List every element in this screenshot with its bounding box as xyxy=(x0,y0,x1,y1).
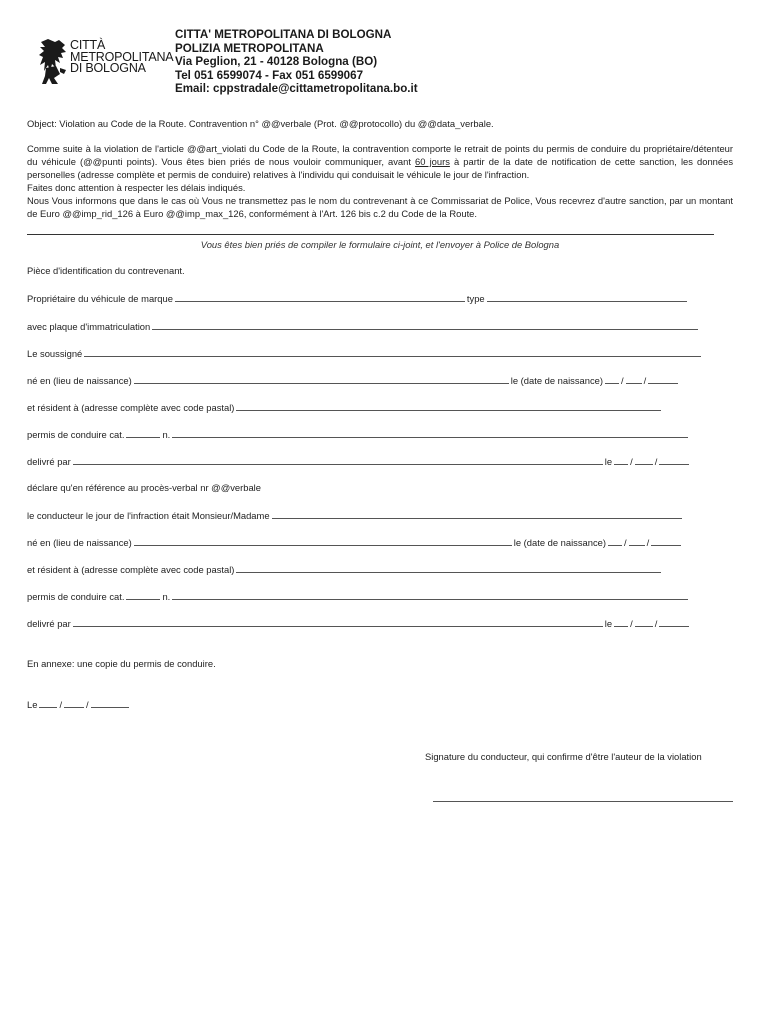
label-address: et résident à (adresse complète avec code pastal) xyxy=(27,402,235,413)
date-slash: / xyxy=(630,618,633,629)
body-paragraph xyxy=(27,142,733,221)
label-undersigned: Le soussigné xyxy=(27,348,83,359)
date-slash: / xyxy=(643,375,647,386)
vehicle-type-field[interactable] xyxy=(487,292,687,302)
birthplace-field-1[interactable] xyxy=(134,374,509,384)
date-slash: / xyxy=(630,456,633,467)
label-issued-by: delivré par xyxy=(27,618,71,629)
header-department: POLIZIA METROPOLITANA xyxy=(175,41,324,55)
birth-month-field-2[interactable] xyxy=(629,536,645,546)
issued-by-field-2[interactable] xyxy=(73,617,603,627)
body-text: Comme suite à la violation de l'article @@art_violati du Code de la Route, la contravention comporte le retrait de points du permis de conduire du propriétaire/détenteur du véhicule (@@punti points). Vous êtes bien priés de nous vouloir communiquer, avant xyxy=(27,143,733,168)
signature-field[interactable] xyxy=(433,801,733,802)
issue-day-field-2[interactable] xyxy=(614,617,628,627)
logo-line-2: METROPOLITANA xyxy=(70,49,174,64)
header-phone-fax: Tel 051 6599074 - Fax 051 6599067 xyxy=(175,68,364,82)
undersigned-field[interactable] xyxy=(84,347,701,357)
form-row-plate xyxy=(27,320,700,332)
birth-day-field-1[interactable] xyxy=(605,374,619,384)
form-row-birth-2 xyxy=(27,536,683,548)
separator-rule xyxy=(27,234,714,235)
date-slash: / xyxy=(86,699,89,710)
date-slash: / xyxy=(621,375,624,386)
issue-month-field-2[interactable] xyxy=(635,617,653,627)
label-address: et résident à (adresse complète avec code pastal) xyxy=(27,564,235,575)
form-row-undersigned xyxy=(27,347,703,359)
label-license-number: n. xyxy=(162,429,171,440)
annex-note: En annexe: une copie du permis de conduire. xyxy=(27,658,216,669)
date-slash: / xyxy=(624,537,627,548)
address-field-1[interactable] xyxy=(236,401,661,411)
label-license-number: n. xyxy=(162,591,171,602)
label-driver: le conducteur le jour de l'infraction était Monsieur/Madame xyxy=(27,510,270,521)
label-vehicle-brand: Propriétaire du véhicule de marque xyxy=(27,293,173,304)
logo-line-3: DI BOLOGNA xyxy=(70,61,146,75)
form-row-driver xyxy=(27,509,684,521)
label-birthplace: né en (lieu de naissance) xyxy=(27,375,132,386)
deadline-underlined: 60 jours xyxy=(415,156,450,168)
issue-day-field-1[interactable] xyxy=(614,455,628,465)
label-date: Le xyxy=(27,699,38,710)
label-issue-date: le xyxy=(604,618,613,629)
issued-by-field-1[interactable] xyxy=(73,455,603,465)
plate-field[interactable] xyxy=(152,320,698,330)
date-slash: / xyxy=(59,699,63,710)
label-license-category: permis de conduire cat. xyxy=(27,591,125,602)
form-row-license-2 xyxy=(27,590,690,602)
body-paragraph-2: Faites donc attention à respecter les délais indiqués. xyxy=(27,182,246,194)
body-text: à partir de la date de notification de cette sanction, les données personelles (adresse complète et permis de conduire) relatives à l'individu qui conduisait le véhicule le jour de l'infraction. xyxy=(27,156,734,181)
logo-line-1: CITTÀ xyxy=(70,38,106,52)
object-line: Object: Violation au Code de la Route. Contravention n° @@verbale (Prot. @@protocollo) du @@data_verbale. xyxy=(27,118,494,129)
birth-month-field-1[interactable] xyxy=(626,374,642,384)
form-row-address-2 xyxy=(27,563,663,575)
date-month-field[interactable] xyxy=(64,698,84,708)
label-vehicle-type: type xyxy=(466,293,485,304)
driver-name-field[interactable] xyxy=(272,509,682,519)
date-slash: / xyxy=(654,618,658,629)
date-year-field[interactable] xyxy=(91,698,129,708)
header-address: Via Peglion, 21 - 40128 Bologna (BO) xyxy=(175,55,378,69)
header-email: Email: cppstradale@cittametropolitana.bo.it xyxy=(175,82,418,96)
license-number-field-2[interactable] xyxy=(172,590,688,600)
form-declaration: déclare qu'en référence au procès-verbal nr @@verbale xyxy=(27,482,261,493)
logo-wordmark xyxy=(70,40,173,75)
birth-year-field-2[interactable] xyxy=(651,536,681,546)
form-row-issued-2 xyxy=(27,617,691,629)
birth-day-field-2[interactable] xyxy=(608,536,622,546)
form-row-issued-1 xyxy=(27,455,691,467)
form-row-license-1 xyxy=(27,428,690,440)
issue-year-field-1[interactable] xyxy=(659,455,689,465)
date-day-field[interactable] xyxy=(39,698,57,708)
form-row-vehicle xyxy=(27,292,689,304)
letterhead xyxy=(175,28,418,96)
label-birthdate: le (date de naissance) xyxy=(510,375,604,386)
instruction-line: Vous êtes bien priés de compiler le formulaire ci-joint, et l'envoyer à Police de Bologna xyxy=(200,239,560,250)
license-number-field-1[interactable] xyxy=(172,428,688,438)
form-piece-heading: Pièce d'identification du contrevenant. xyxy=(27,265,185,276)
license-category-field-1[interactable] xyxy=(126,428,160,438)
date-slash: / xyxy=(654,456,658,467)
label-plate: avec plaque d'immatriculation xyxy=(27,321,151,332)
label-issue-date: le xyxy=(604,456,613,467)
label-birthdate: le (date de naissance) xyxy=(513,537,607,548)
birth-year-field-1[interactable] xyxy=(648,374,678,384)
signature-label: Signature du conducteur, qui confirme d'être l'auteur de la violation xyxy=(425,751,702,762)
form-row-date xyxy=(27,698,131,710)
date-slash: / xyxy=(646,537,650,548)
birthplace-field-2[interactable] xyxy=(134,536,512,546)
body-paragraph-1 xyxy=(27,142,733,181)
issue-year-field-2[interactable] xyxy=(659,617,689,627)
license-category-field-2[interactable] xyxy=(126,590,160,600)
header-organization: CITTA' METROPOLITANA DI BOLOGNA xyxy=(175,28,392,41)
form-row-birth-1 xyxy=(27,374,680,386)
body-paragraph-3: Nous Vous informons que dans le cas où Vous ne transmettez pas le nom du contrevenant à ce Commissariat de Police, Vous recevrez d'autre sanction, par un montant de Euro @@imp_rid_126 à Euro @@imp_max_126, conformément à l'Art. 126 bis c.2 du Code de la Route. xyxy=(27,195,733,220)
label-license-category: permis de conduire cat. xyxy=(27,429,125,440)
address-field-2[interactable] xyxy=(236,563,661,573)
label-issued-by: delivré par xyxy=(27,456,71,467)
vehicle-brand-field[interactable] xyxy=(175,292,465,302)
label-birthplace: né en (lieu de naissance) xyxy=(27,537,132,548)
form-row-address-1 xyxy=(27,401,663,413)
issue-month-field-1[interactable] xyxy=(635,455,653,465)
